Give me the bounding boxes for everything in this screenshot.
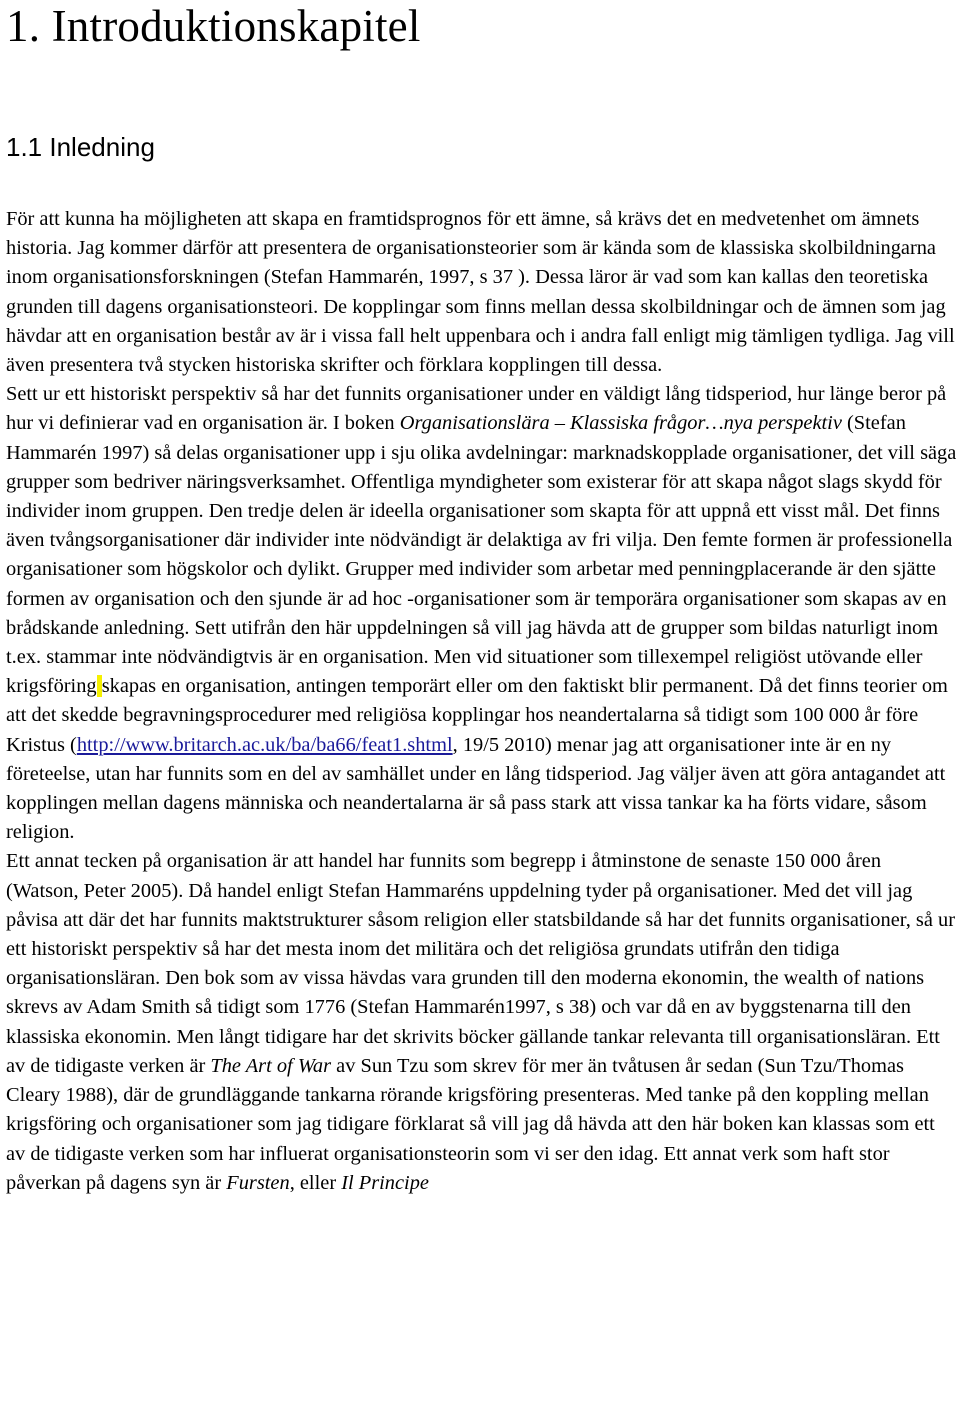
paragraph-1 [6, 205, 958, 380]
britarch-link[interactable]: http://www.britarch.ac.uk/ba/ba66/feat1.shtml [76, 733, 453, 756]
book-title-organisationslara: Organisationslära – Klassiska frågor…nya perspektiv [399, 412, 842, 435]
paragraph-3-text-a: Ett annat tecken på organisation är att handel har funnits som begrepp i åtminstone de senaste 150 000 åren (Watson, Peter 2005). Då handel enligt Stefan Hammaréns uppdelning tyder på organisationer. Med det vill jag påvisa att där det har funnits maktstrukturer såsom religion eller statsbildande så har det funnits organisationer, så ur ett historiskt perspektiv så har det mesta inom det militära och det religiösa grundats utifrån den tidiga organisationsläran. Den bok som av vissa hävdas vara grunden till den moderna ekonomin, the wealth of nations skrevs av Adam Smith så tidigt som 1776 (Stefan Hammarén1997, s 38) och var då en av byggstenarna till den klassiska ekonomin. Men långt tidigare har det skrivits böcker gällande tankar relevanta till organisationsläran. Ett av de tidigaste verken är [6, 850, 955, 1077]
book-title-il-principe: Il Principe [341, 1171, 429, 1194]
paragraph-2-text-b: (Stefan Hammarén 1997) så delas organisationer upp i sju olika avdelningar: marknadskopplade organisationer, det vill säga grupper som bedriver näringsverksamhet. Offentliga myndigheter som existerar för att skapa något slags skydd för individer inom gruppen. Den tredje delen är ideella organisationer som skapta för att uppnå ett visst mål. Det finns även tvångsorganisationer där individer inte nödvändigt är delaktiga av fri vilja. Den femte formen är professionella organisationer som högskolor och dylikt. Grupper med individer som arbetar med penningplacerande är den sjätte formen av organisation och den sjunde är ad hoc -organisationer som är temporära organisationer som skapas av en brådskande anledning. Sett utifrån den här uppdelningen så vill jag hävda att de grupper som bildas naturligt inom t.ex. stammar inte nödvändigtvis är en organisation. Men vid situationer som tillexempel religiöst utövande eller krigsföring [6, 412, 957, 698]
section-title: 1.1 Inledning [6, 132, 155, 162]
chapter-title: 1. Introduktionskapitel [6, 1, 421, 51]
body-text [6, 205, 958, 1198]
paragraph-2 [6, 380, 958, 847]
paragraph-2-text-d: , 19/5 2010) menar jag att organisationer inte är en ny företeelse, utan har funnits som en del av samhället under en lång tidsperiod. Jag väljer även att göra antagandet att kopplingen mellan dagens människa och neandertalarna är så pass stark att vissa tankar ka ha förts vidare, såsom religion. [6, 733, 946, 844]
paragraph-3-text-c: , eller [289, 1171, 342, 1194]
book-title-art-of-war: The Art of War [210, 1054, 332, 1077]
paragraph-3-text-b: av Sun Tzu som skrev för mer än tvåtusen år sedan (Sun Tzu/Thomas Cleary 1988), där de grundläggande tankarna rörande krigsföring presenteras. Med tanke på den koppling mellan krigsföring och organisationer som jag tidigare förklarat så vill jag då hävda att den här boken kan klassas som ett av de tidigaste verken som har influerat organisationsteorin som vi ser den idag. Ett annat verk som haft stor påverkan på dagens syn är [6, 1054, 935, 1194]
paragraph-2-text-a: Sett ur ett historiskt perspektiv så har det funnits organisationer under en väldigt lång tidsperiod, hur länge beror på hur vi definierar vad en organisation är. I boken [6, 383, 947, 435]
book-title-fursten: Fursten [226, 1171, 290, 1194]
document-page [6, 0, 958, 1198]
paragraph-1-text: För att kunna ha möjligheten att skapa en framtidsprognos för ett ämne, så krävs det en medvetenhet om ämnets historia. Jag kommer därför att presentera de organisationsteorier som är kända som de klassiska skolbildningarna inom organisationsforskningen (Stefan Hammarén, 1997, s 37 ). Dessa läror är vad som kan kallas den teoretiska grunden till dagens organisationsteori. De kopplingar som finns mellan dessa skolbildningar och de ämnen som jag hävdar att en organisation består av är i vissa fall helt uppenbara och i andra fall enligt mig tämligen tydliga. Jag vill även presentera två stycken historiska skrifter och förklara kopplingen till dessa. [6, 208, 955, 377]
paragraph-2-text-c: skapas en organisation, antingen temporärt eller om den faktiskt blir permanent. Då det finns teorier om att det skedde begravningsprocedurer med religiösa kopplingar hos neandertalarna så tidigt som 100 000 år före Kristus ( [6, 675, 948, 756]
paragraph-3 [6, 847, 958, 1197]
